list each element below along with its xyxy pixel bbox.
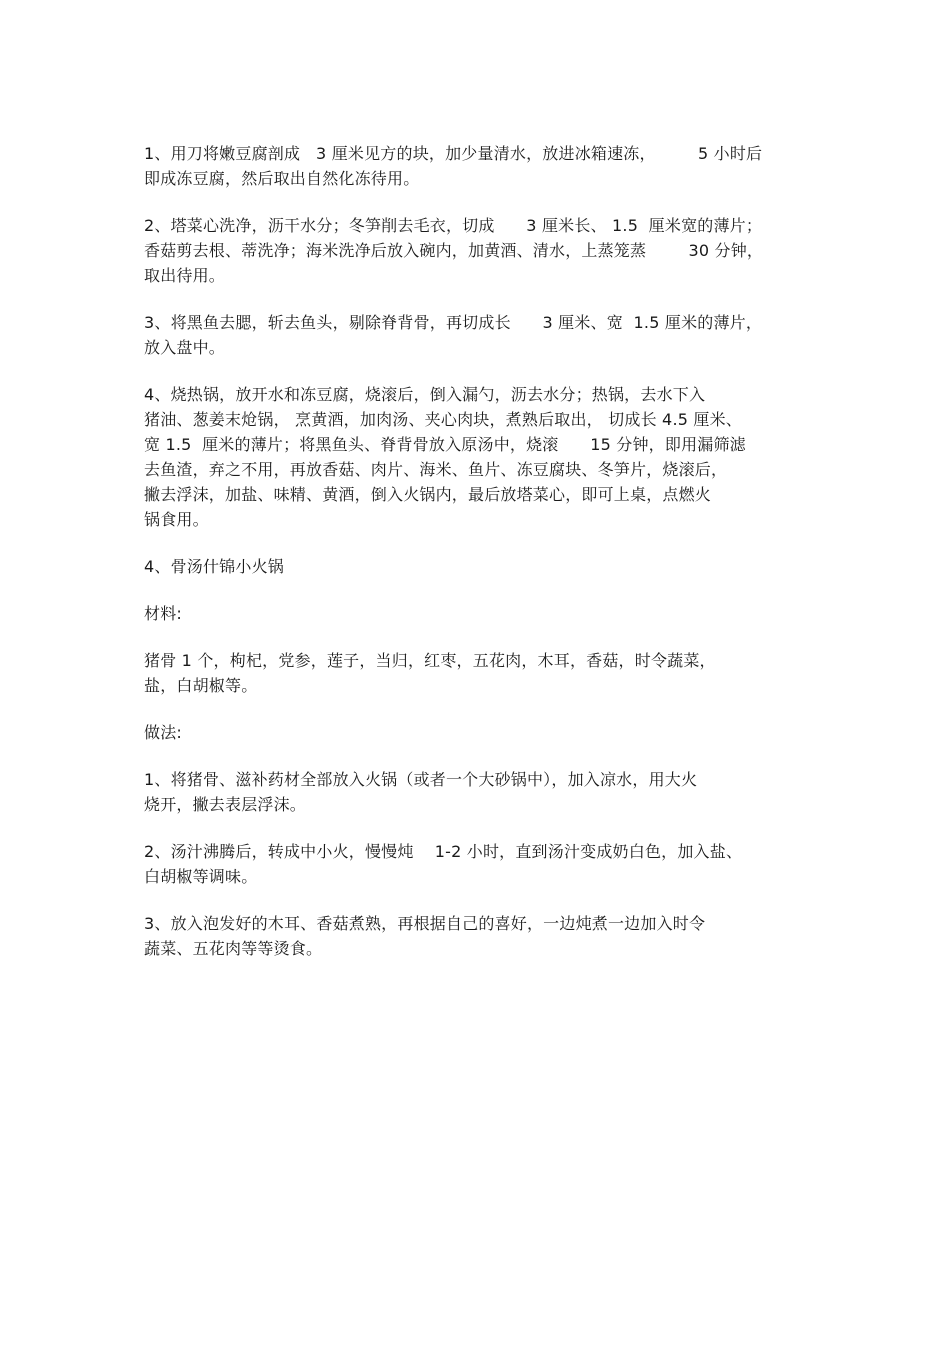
ingredients-list — [144, 648, 810, 698]
method-step-2 — [144, 839, 810, 889]
text-line: 香菇剪去根、蒂洗净；海米洗净后放入碗内，加黄酒、清水，上蒸笼蒸 30 分钟， — [144, 241, 764, 260]
text-line: 锅食用。 — [144, 510, 209, 529]
method-step-3 — [144, 911, 810, 961]
text-line: 材料: — [144, 604, 182, 623]
document-body — [144, 141, 810, 983]
text-line: 白胡椒等调味。 — [144, 867, 258, 886]
text-line: 烧开，撇去表层浮沫。 — [144, 795, 307, 814]
text-line: 1、将猪骨、滋补药材全部放入火锅（或者一个大砂锅中），加入凉水，用大火 — [144, 770, 698, 789]
text-line: 宽 1.5 厘米的薄片；将黑鱼头、脊背骨放入原汤中，烧滚 15 分钟，即用漏筛滤 — [144, 435, 746, 454]
text-line: 放入盘中。 — [144, 338, 226, 357]
paragraph-step-2 — [144, 213, 810, 288]
text-line: 取出待用。 — [144, 266, 226, 285]
text-line: 做法: — [144, 723, 182, 742]
ingredients-label — [144, 601, 810, 626]
text-line: 猪骨 1 个，枸杞，党参，莲子，当归，红枣，五花肉，木耳，香菇，时令蔬菜， — [144, 651, 716, 670]
text-line: 1、用刀将嫩豆腐剖成 3 厘米见方的块，加少量清水，放进冰箱速冻， 5 小时后 — [144, 144, 763, 163]
method-step-1 — [144, 767, 810, 817]
text-line: 撇去浮沫，加盐、味精、黄酒，倒入火锅内，最后放塔菜心，即可上桌，点燃火 — [144, 485, 712, 504]
text-line: 3、放入泡发好的木耳、香菇煮熟，再根据自己的喜好，一边炖煮一边加入时令 — [144, 914, 706, 933]
paragraph-step-1 — [144, 141, 810, 191]
recipe-heading — [144, 554, 810, 579]
text-line: 即成冻豆腐，然后取出自然化冻待用。 — [144, 169, 420, 188]
text-line: 去鱼渣，弃之不用，再放香菇、肉片、海米、鱼片、冻豆腐块、冬笋片，烧滚后， — [144, 460, 728, 479]
text-line: 4、烧热锅，放开水和冻豆腐，烧滚后，倒入漏勺，沥去水分；热锅，去水下入 — [144, 385, 706, 404]
text-line: 2、塔菜心洗净，沥干水分；冬笋削去毛衣，切成 3 厘米长、 1.5 厘米宽的薄片； — [144, 216, 763, 235]
paragraph-step-3 — [144, 310, 810, 360]
method-label — [144, 720, 810, 745]
text-line: 猪油、葱姜末炝锅， 烹黄酒，加肉汤、夹心肉块，煮熟后取出， 切成长 4.5 厘米、 — [144, 410, 742, 429]
paragraph-step-4 — [144, 382, 810, 532]
text-line: 盐，白胡椒等。 — [144, 676, 258, 695]
text-line: 2、汤汁沸腾后，转成中小火，慢慢炖 1-2 小时，直到汤汁变成奶白色，加入盐、 — [144, 842, 743, 861]
text-line: 3、将黑鱼去腮，斩去鱼头，剔除脊背骨，再切成长 3 厘米、宽 1.5 厘米的薄片， — [144, 313, 763, 332]
text-line: 4、骨汤什锦小火锅 — [144, 557, 284, 576]
text-line: 蔬菜、五花肉等等烫食。 — [144, 939, 323, 958]
